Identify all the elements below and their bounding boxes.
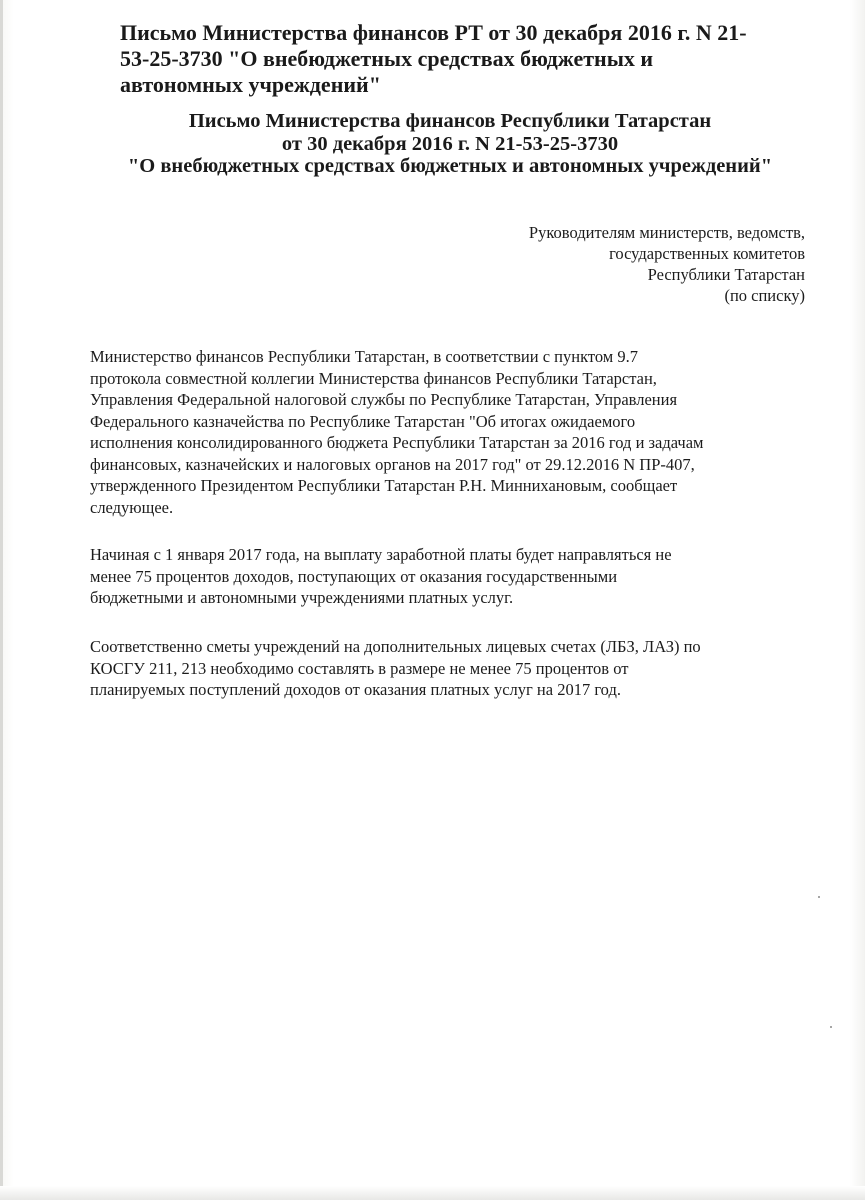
paragraph-line: бюджетными и автономными учреждениями платных услуг. [90,588,514,607]
paragraph-line: исполнения консолидированного бюджета Республики Татарстан за 2016 год и задачам [90,433,704,452]
heading-line: Письмо Министерства финансов Республики Татарстан [188,110,712,132]
title-line: Письмо Министерства финансов РТ от 30 декабря 2016 г. N 21- [120,20,747,45]
addressee-line: Республики Татарстан [647,265,805,284]
body-paragraph [90,346,820,518]
addressee-line: государственных комитетов [609,244,805,263]
title-line: 53-25-3730 "О внебюджетных средствах бюджетных и [120,46,654,71]
paragraph-line: утвержденного Президентом Республики Татарстан Р.Н. Миннихановым, сообщает [90,476,678,495]
paragraph-line: протокола совместной коллегии Министерства финансов Республики Татарстан, [90,368,657,388]
body-paragraph [90,636,820,701]
addressee-line: Руководителям министерств, ведомств, [528,223,805,242]
paragraph-line: КОСГУ 211, 213 необходимо составлять в размере не менее 75 процентов от [90,658,629,678]
document-title [120,20,790,98]
scan-edge-bottom [0,1186,865,1200]
paragraph-line: финансовых, казначейских и налоговых органов на 2017 год" от 29.12.2016 N ПР-407, [90,454,695,474]
heading-line: "О внебюджетных средствах бюджетных и автономных учреждений" [127,155,773,177]
addressee-line: (по списку) [724,286,805,305]
scan-speck [830,1026,832,1028]
body-paragraph [90,544,820,609]
paragraph-line: Начиная с 1 января 2017 года, на выплату заработной платы будет направляться не [90,545,672,564]
paragraph-line: Федерального казначейства по Республике Татарстан "Об итогах ожидаемого [90,411,636,431]
heading-line: от 30 декабря 2016 г. N 21-53-25-3730 [281,132,619,155]
paragraph-line: Министерство финансов Республики Татарстан, в соответствии с пунктом 9.7 [90,347,638,366]
paragraph-line: планируемых поступлений доходов от оказания платных услуг на 2017 год. [90,680,621,699]
letter-heading [100,110,800,178]
paragraph-line: менее 75 процентов доходов, поступающих от оказания государственными [90,566,618,586]
paragraph-line: Соответственно сметы учреждений на дополнительных лицевых счетах (ЛБЗ, ЛАЗ) по [90,637,701,656]
paragraph-line: Управления Федеральной налоговой службы по Республике Татарстан, Управления [90,390,678,409]
paragraph-line: следующее. [90,497,174,517]
scan-edge-left [0,0,3,1200]
title-line: автономных учреждений" [120,72,381,97]
addressee-block [405,222,805,306]
scan-speck [818,896,820,898]
